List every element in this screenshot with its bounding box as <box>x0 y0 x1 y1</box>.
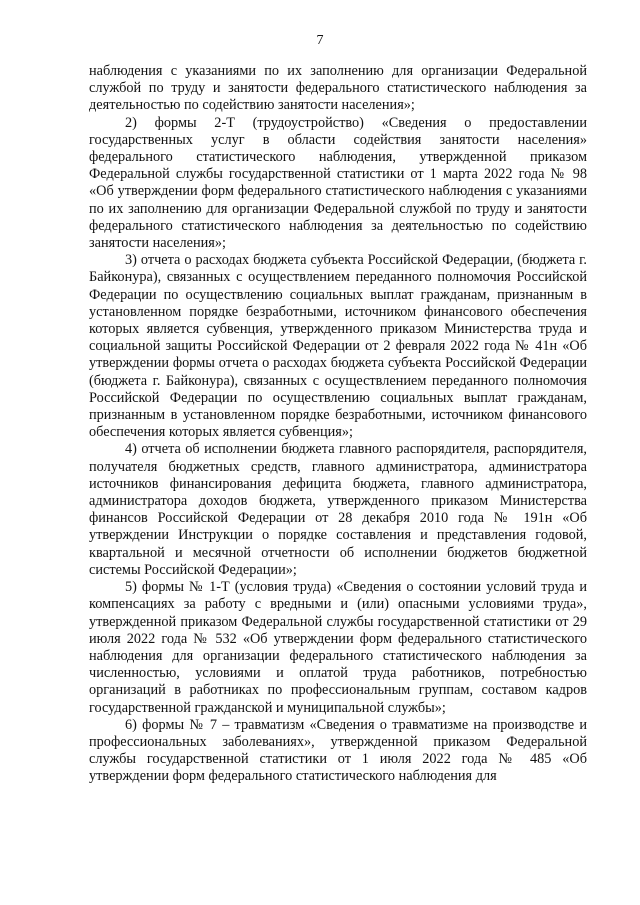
paragraph: 4) отчета об исполнении бюджета главного распорядителя, распорядителя, получателя бюджетных средств, главного администратора, администратора источников финансирования дефицита бюджета, главного администратора, администратора доходов бюджета, утвержденного приказом Министерства финансов Российской Федерации от 28 декабря 2010 года № 191н «Об утверждении Инструкции о порядке составления и представления годовой, квартальной и месячной отчетности об исполнении бюджетов бюджетной системы Российской Федерации»; <box>89 441 587 578</box>
page-number: 7 <box>316 33 324 48</box>
document-body <box>89 63 587 786</box>
paragraph: 5) формы № 1-Т (условия труда) «Сведения о состоянии условий труда и компенсациях за работу с вредными и (или) опасными условиями труда», утвержденной приказом Федеральной службы государственной статистики от 29 июля 2022 года № 532 «Об утверждении форм федерального статистического наблюдения для организации федерального статистического наблюдения за численностью, условиями и оплатой труда работников, потребностью организаций в работниках по профессиональным группам, составом кадров государственной гражданской и муниципальной службы»; <box>89 579 587 716</box>
paragraph: 3) отчета о расходах бюджета субъекта Российской Федерации, (бюджета г. Байконура), связанных с осуществлением переданного полномочия Российской Федерации по осуществлению социальных выплат гражданам, признанным в установленном порядке безработными, источником финансового обеспечения которых является субвенция, утвержденного приказом Министерства труда и социальной защиты Российской Федерации от 2 февраля 2022 года № 41н «Об утверждении формы отчета о расходах бюджета субъекта Российской Федерации (бюджета г. Байконура), связанных с осуществлением переданного полномочия Российской Федерации по осуществлению социальных выплат гражданам, признанным в установленном порядке безработными, источником финансового обеспечения которых является субвенция»; <box>89 252 587 441</box>
paragraph: 6) формы № 7 – травматизм «Сведения о травматизме на производстве и профессиональных заболеваниях», утвержденной приказом Федеральной службы государственной статистики от 1 июля 2022 года № 485 «Об утверждении форм федерального статистического наблюдения для <box>89 716 587 785</box>
paragraph: наблюдения с указаниями по их заполнению для организации Федеральной службой по труду и занятости федерального статистического наблюдения за деятельностью по содействию занятости населения»; <box>89 63 587 114</box>
paragraph: 2) формы 2-Т (трудоустройство) «Сведения о предоставлении государственных услуг в области содействия занятости населения» федерального статистического наблюдения, утвержденной приказом Федеральной службы государственной статистики от 1 марта 2022 года № 98 «Об утверждении форм федерального статистического наблюдения с указаниями по их заполнению для организации Федеральной службой по труду и занятости федерального статистического наблюдения за деятельностью по содействию занятости населения»; <box>89 114 587 252</box>
